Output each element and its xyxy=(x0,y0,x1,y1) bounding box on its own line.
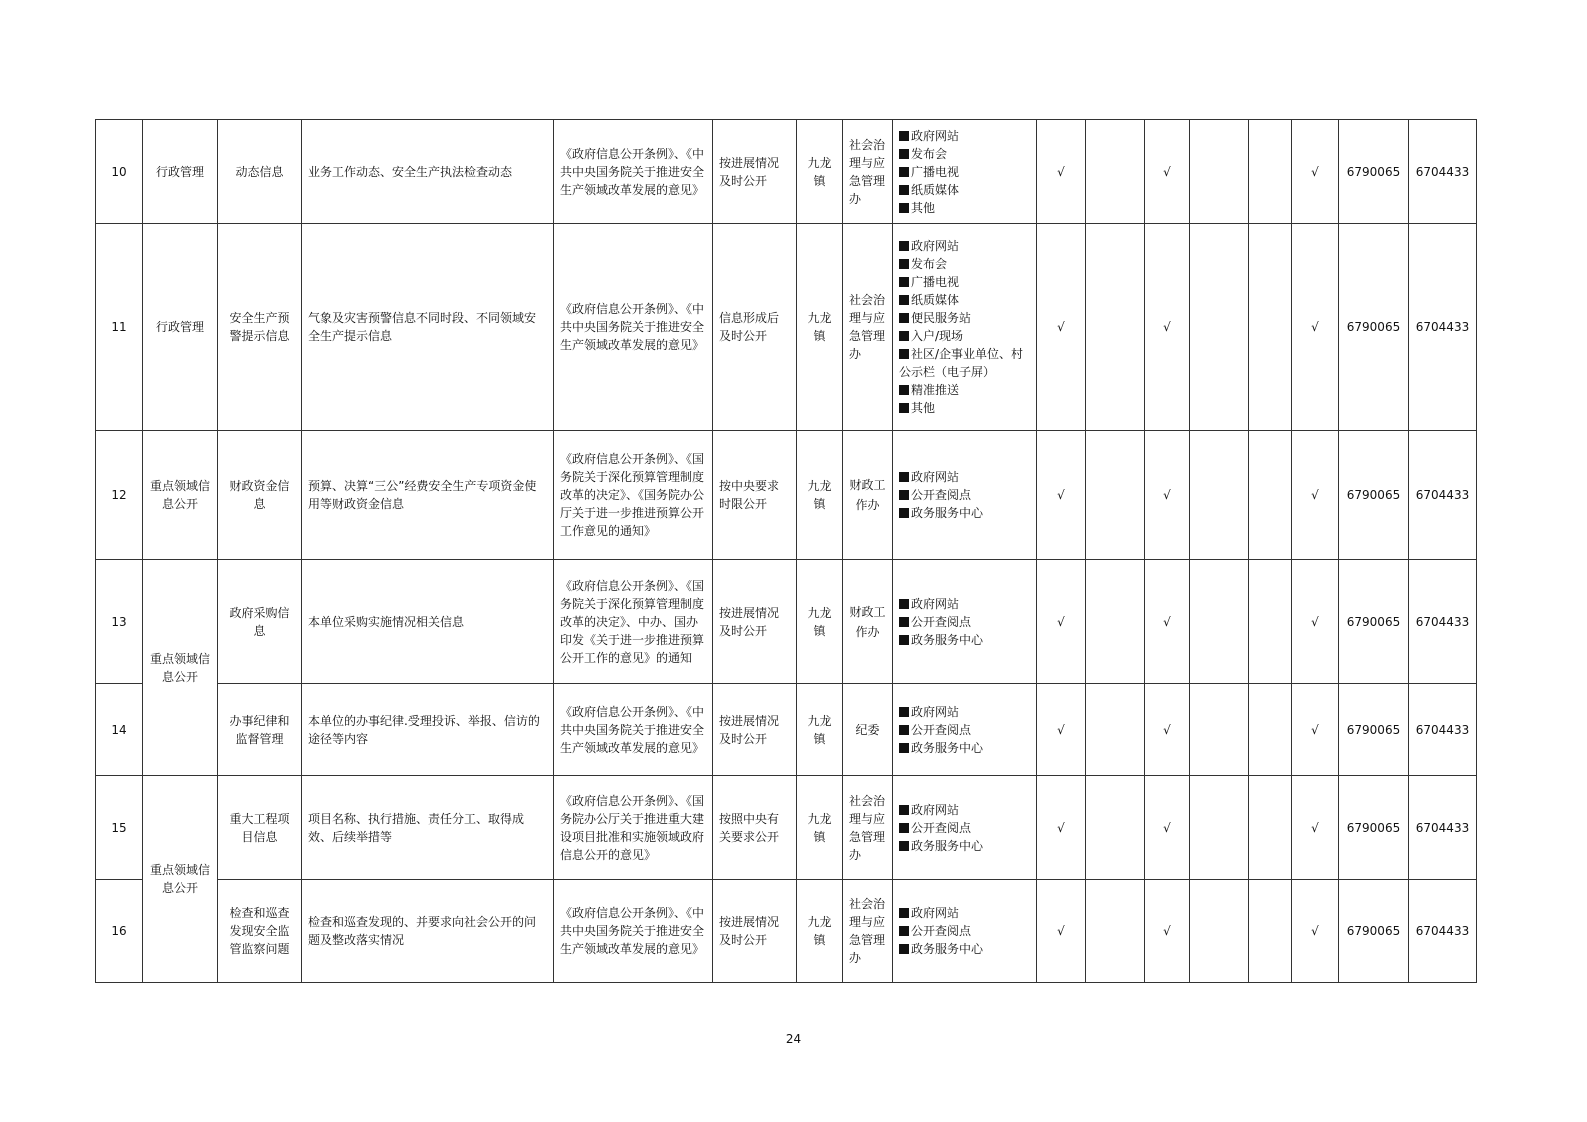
channel-label: 发布会 xyxy=(911,257,948,271)
content-cell: 本单位采购实施情况相关信息 xyxy=(302,560,554,684)
channels-cell xyxy=(893,431,1037,560)
level-town-cell: √ xyxy=(1292,224,1339,431)
black-square-icon xyxy=(899,313,909,323)
row-number: 16 xyxy=(96,880,143,983)
black-square-icon xyxy=(899,908,909,918)
channel-label: 便民服务站 xyxy=(911,311,972,325)
black-square-icon xyxy=(899,490,909,500)
basis-cell: 《政府信息公开条例》、《中共中央国务院关于推进安全生产领域改革发展的意见》 xyxy=(554,224,713,431)
channel-item xyxy=(899,613,1030,631)
phone-cell: 6790065 xyxy=(1339,120,1409,224)
basis-cell: 《政府信息公开条例》、《中共中央国务院关于推进安全生产领域改革发展的意见》 xyxy=(554,684,713,776)
channel-label: 广播电视 xyxy=(911,164,960,179)
phone-cell: 6704433 xyxy=(1409,880,1477,983)
channel-label: 政务服务中心 xyxy=(911,942,984,956)
black-square-icon xyxy=(899,331,909,341)
channels-cell xyxy=(893,684,1037,776)
item-name-cell: 检查和巡查发现安全监管监察问题 xyxy=(218,880,302,983)
mode-active-cell: √ xyxy=(1145,224,1190,431)
content-cell: 本单位的办事纪律.受理投诉、举报、信访的途径等内容 xyxy=(302,684,554,776)
channels-cell xyxy=(893,560,1037,684)
channel-label: 公开查阅点 xyxy=(911,488,972,502)
mode-apply-cell xyxy=(1190,560,1249,684)
item-name-cell: 动态信息 xyxy=(218,120,302,224)
basis-cell: 《政府信息公开条例》、《中共中央国务院关于推进安全生产领域改革发展的意见》 xyxy=(554,880,713,983)
channel-label: 精准推送 xyxy=(911,383,960,397)
channel-label: 公开查阅点 xyxy=(911,722,972,737)
timing-cell: 按进展情况及时公开 xyxy=(713,120,797,224)
phone-cell: 6790065 xyxy=(1339,224,1409,431)
level-county-cell xyxy=(1249,880,1292,983)
responsible-unit-cell: 财政工作办 xyxy=(843,431,893,560)
mode-apply-cell xyxy=(1190,431,1249,560)
black-square-icon xyxy=(899,149,909,159)
timing-cell: 按照中央有关要求公开 xyxy=(713,776,797,880)
table-row xyxy=(96,120,1477,224)
channel-label: 纸质媒体 xyxy=(911,182,960,197)
channels-cell xyxy=(893,880,1037,983)
black-square-icon xyxy=(899,725,909,735)
scope-all-cell: √ xyxy=(1037,120,1086,224)
table-row xyxy=(96,684,1477,776)
subject-cell: 九龙镇 xyxy=(797,776,843,880)
black-square-icon xyxy=(899,385,909,395)
black-square-icon xyxy=(899,259,909,269)
scope-all-cell: √ xyxy=(1037,224,1086,431)
channel-label: 纸质媒体 xyxy=(911,293,960,307)
black-square-icon xyxy=(899,277,909,287)
category-cell: 行政管理 xyxy=(143,224,218,431)
subject-cell: 九龙镇 xyxy=(797,560,843,684)
table-row xyxy=(96,560,1477,684)
channel-label: 政府网站 xyxy=(911,802,960,817)
level-county-cell xyxy=(1249,684,1292,776)
channel-item xyxy=(899,595,1030,613)
black-square-icon xyxy=(899,241,909,251)
channel-item xyxy=(899,922,1030,940)
responsible-unit-cell: 财政工作办 xyxy=(843,560,893,684)
black-square-icon xyxy=(899,707,909,717)
disclosure-table xyxy=(95,119,1477,983)
channels-cell xyxy=(893,776,1037,880)
level-county-cell xyxy=(1249,224,1292,431)
mode-active-cell: √ xyxy=(1145,560,1190,684)
page-number: 24 xyxy=(785,1032,802,1046)
channel-label: 政务服务中心 xyxy=(911,740,984,755)
phone-cell: 6790065 xyxy=(1339,684,1409,776)
level-town-cell: √ xyxy=(1292,776,1339,880)
channel-item xyxy=(899,163,1030,181)
channel-label: 政府网站 xyxy=(911,704,960,719)
channel-item xyxy=(899,801,1030,819)
channel-label: 政务服务中心 xyxy=(911,506,984,520)
category-cell: 重点领域信息公开 xyxy=(143,560,218,776)
mode-apply-cell xyxy=(1190,224,1249,431)
phone-cell: 6790065 xyxy=(1339,776,1409,880)
responsible-unit-cell: 纪委 xyxy=(843,684,893,776)
channel-item xyxy=(899,237,1030,255)
channel-item xyxy=(899,145,1030,163)
channel-item xyxy=(899,273,1030,291)
level-county-cell xyxy=(1249,431,1292,560)
category-cell: 重点领域信息公开 xyxy=(143,431,218,560)
level-town-cell: √ xyxy=(1292,880,1339,983)
channel-label: 政务服务中心 xyxy=(911,632,984,647)
responsible-unit-cell: 社会治理与应急管理办 xyxy=(843,120,893,224)
black-square-icon xyxy=(899,203,909,213)
black-square-icon xyxy=(899,926,909,936)
black-square-icon xyxy=(899,823,909,833)
channel-item xyxy=(899,127,1030,145)
basis-cell: 《政府信息公开条例》、《中共中央国务院关于推进安全生产领域改革发展的意见》 xyxy=(554,120,713,224)
table-row xyxy=(96,776,1477,880)
level-county-cell xyxy=(1249,120,1292,224)
responsible-unit-cell: 社会治理与应急管理办 xyxy=(843,224,893,431)
content-cell: 预算、决算“三公”经费安全生产专项资金使用等财政资金信息 xyxy=(302,431,554,560)
black-square-icon xyxy=(899,167,909,177)
black-square-icon xyxy=(899,805,909,815)
scope-all-cell: √ xyxy=(1037,560,1086,684)
channel-label: 政府网站 xyxy=(911,906,960,920)
mode-active-cell: √ xyxy=(1145,880,1190,983)
black-square-icon xyxy=(899,403,909,413)
channels-cell xyxy=(893,120,1037,224)
channel-item xyxy=(899,940,1030,958)
content-cell: 气象及灾害预警信息不同时段、不同领域安全生产提示信息 xyxy=(302,224,554,431)
content-cell: 项目名称、执行措施、责任分工、取得成效、后续举措等 xyxy=(302,776,554,880)
scope-specific-cell xyxy=(1086,880,1145,983)
channel-label: 其他 xyxy=(911,200,936,215)
channel-item xyxy=(899,504,1030,522)
responsible-unit-cell: 社会治理与应急管理办 xyxy=(843,776,893,880)
channel-label: 社区/企事业单位、村公示栏（电子屏） xyxy=(899,347,1024,379)
black-square-icon xyxy=(899,944,909,954)
mode-active-cell: √ xyxy=(1145,431,1190,560)
mode-apply-cell xyxy=(1190,120,1249,224)
channel-item xyxy=(899,327,1030,345)
channel-item xyxy=(899,819,1030,837)
black-square-icon xyxy=(899,185,909,195)
content-cell: 检查和巡查发现的、并要求向社会公开的问题及整改落实情况 xyxy=(302,880,554,983)
channel-label: 政府网站 xyxy=(911,596,960,611)
channel-label: 入户/现场 xyxy=(911,329,964,343)
black-square-icon xyxy=(899,508,909,518)
black-square-icon xyxy=(899,472,909,482)
subject-cell: 九龙镇 xyxy=(797,224,843,431)
item-name-cell: 政府采购信息 xyxy=(218,560,302,684)
channel-label: 政府网站 xyxy=(911,470,960,484)
mode-apply-cell xyxy=(1190,776,1249,880)
channel-item xyxy=(899,631,1030,649)
scope-all-cell: √ xyxy=(1037,684,1086,776)
scope-specific-cell xyxy=(1086,120,1145,224)
timing-cell: 信息形成后及时公开 xyxy=(713,224,797,431)
channel-item xyxy=(899,721,1030,739)
black-square-icon xyxy=(899,841,909,851)
black-square-icon xyxy=(899,131,909,141)
channel-label: 政府网站 xyxy=(911,239,960,253)
channel-item xyxy=(899,381,1030,399)
mode-active-cell: √ xyxy=(1145,776,1190,880)
channel-item xyxy=(899,703,1030,721)
item-name-cell: 安全生产预警提示信息 xyxy=(218,224,302,431)
category-cell: 重点领域信息公开 xyxy=(143,776,218,983)
responsible-unit-cell: 社会治理与应急管理办 xyxy=(843,880,893,983)
phone-cell: 6790065 xyxy=(1339,880,1409,983)
row-number: 10 xyxy=(96,120,143,224)
black-square-icon xyxy=(899,617,909,627)
content-cell: 业务工作动态、安全生产执法检查动态 xyxy=(302,120,554,224)
row-number: 12 xyxy=(96,431,143,560)
phone-cell: 6704433 xyxy=(1409,776,1477,880)
table-row xyxy=(96,224,1477,431)
channel-label: 政务服务中心 xyxy=(911,838,984,853)
subject-cell: 九龙镇 xyxy=(797,684,843,776)
level-county-cell xyxy=(1249,776,1292,880)
black-square-icon xyxy=(899,599,909,609)
black-square-icon xyxy=(899,295,909,305)
table-row xyxy=(96,431,1477,560)
timing-cell: 按中央要求时限公开 xyxy=(713,431,797,560)
item-name-cell: 办事纪律和监督管理 xyxy=(218,684,302,776)
scope-specific-cell xyxy=(1086,560,1145,684)
timing-cell: 按进展情况及时公开 xyxy=(713,560,797,684)
phone-cell: 6790065 xyxy=(1339,560,1409,684)
channel-item xyxy=(899,468,1030,486)
level-town-cell: √ xyxy=(1292,684,1339,776)
black-square-icon xyxy=(899,635,909,645)
row-number: 14 xyxy=(96,684,143,776)
channel-item xyxy=(899,739,1030,757)
table-row xyxy=(96,880,1477,983)
scope-all-cell: √ xyxy=(1037,776,1086,880)
phone-cell: 6704433 xyxy=(1409,560,1477,684)
scope-specific-cell xyxy=(1086,431,1145,560)
item-name-cell: 财政资金信息 xyxy=(218,431,302,560)
item-name-cell: 重大工程项目信息 xyxy=(218,776,302,880)
channel-item xyxy=(899,486,1030,504)
mode-apply-cell xyxy=(1190,684,1249,776)
channel-label: 发布会 xyxy=(911,146,948,161)
scope-specific-cell xyxy=(1086,224,1145,431)
mode-active-cell: √ xyxy=(1145,684,1190,776)
basis-cell: 《政府信息公开条例》、《国务院办公厅关于推进重大建设项目批准和实施领域政府信息公开的意见》 xyxy=(554,776,713,880)
channel-label: 公开查阅点 xyxy=(911,614,972,629)
timing-cell: 按进展情况及时公开 xyxy=(713,880,797,983)
row-number: 15 xyxy=(96,776,143,880)
black-square-icon xyxy=(899,349,909,359)
channel-item xyxy=(899,399,1030,417)
subject-cell: 九龙镇 xyxy=(797,120,843,224)
phone-cell: 6704433 xyxy=(1409,431,1477,560)
subject-cell: 九龙镇 xyxy=(797,880,843,983)
phone-cell: 6790065 xyxy=(1339,431,1409,560)
timing-cell: 按进展情况及时公开 xyxy=(713,684,797,776)
channel-item xyxy=(899,345,1030,381)
scope-specific-cell xyxy=(1086,776,1145,880)
scope-specific-cell xyxy=(1086,684,1145,776)
channels-cell xyxy=(893,224,1037,431)
channel-item xyxy=(899,837,1030,855)
basis-cell: 《政府信息公开条例》、《国务院关于深化预算管理制度改革的决定》、中办、国办印发《关于进一步推进预算公开工作的意见》的通知 xyxy=(554,560,713,684)
level-town-cell: √ xyxy=(1292,431,1339,560)
channel-item xyxy=(899,309,1030,327)
channel-item xyxy=(899,199,1030,217)
row-number: 11 xyxy=(96,224,143,431)
black-square-icon xyxy=(899,743,909,753)
channel-label: 公开查阅点 xyxy=(911,924,972,938)
channel-label: 政府网站 xyxy=(911,128,960,143)
channel-item xyxy=(899,904,1030,922)
level-county-cell xyxy=(1249,560,1292,684)
subject-cell: 九龙镇 xyxy=(797,431,843,560)
row-number: 13 xyxy=(96,560,143,684)
mode-apply-cell xyxy=(1190,880,1249,983)
category-cell: 行政管理 xyxy=(143,120,218,224)
channel-item xyxy=(899,291,1030,309)
level-town-cell: √ xyxy=(1292,560,1339,684)
level-town-cell: √ xyxy=(1292,120,1339,224)
scope-all-cell: √ xyxy=(1037,431,1086,560)
channel-item xyxy=(899,255,1030,273)
phone-cell: 6704433 xyxy=(1409,120,1477,224)
channel-label: 广播电视 xyxy=(911,275,960,289)
mode-active-cell: √ xyxy=(1145,120,1190,224)
channel-label: 其他 xyxy=(911,401,936,415)
basis-cell: 《政府信息公开条例》、《国务院关于深化预算管理制度改革的决定》、《国务院办公厅关于进一步推进预算公开工作意见的通知》 xyxy=(554,431,713,560)
channel-label: 公开查阅点 xyxy=(911,820,972,835)
scope-all-cell: √ xyxy=(1037,880,1086,983)
phone-cell: 6704433 xyxy=(1409,684,1477,776)
phone-cell: 6704433 xyxy=(1409,224,1477,431)
channel-item xyxy=(899,181,1030,199)
